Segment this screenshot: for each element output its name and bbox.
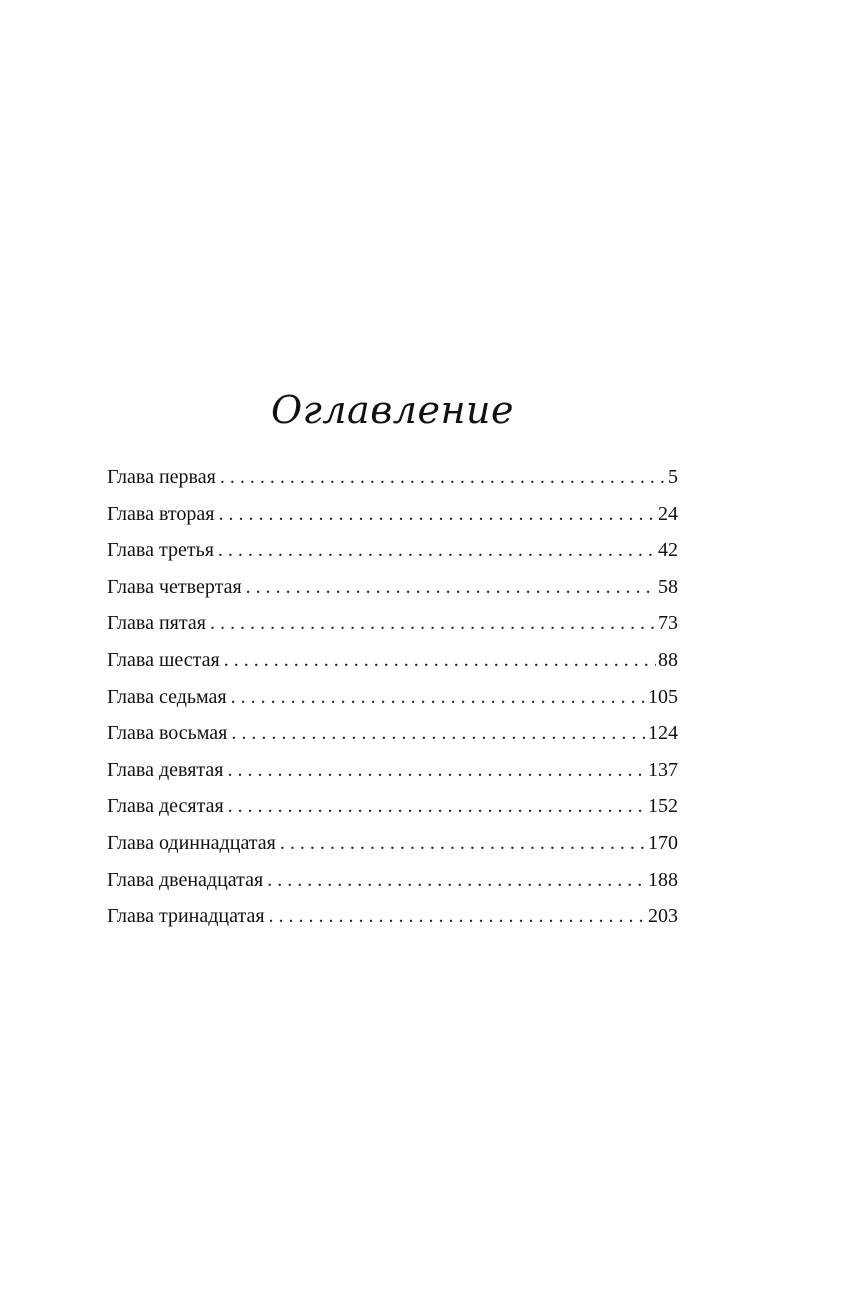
toc-entry-page: 170 [648, 831, 678, 854]
toc-entry [107, 576, 678, 613]
toc-entry-page: 73 [658, 612, 678, 635]
toc-entry-label: Глава десятая [107, 795, 224, 818]
toc-dot-leader [227, 686, 646, 709]
toc-dot-leader [206, 612, 656, 635]
toc-entry [107, 795, 678, 832]
toc-dot-leader [265, 905, 646, 928]
toc-entry [107, 869, 678, 906]
toc-entry-label: Глава четвертая [107, 575, 242, 598]
toc-entry-label: Глава двенадцатая [107, 868, 264, 891]
toc-entry [107, 466, 678, 503]
toc-dot-leader [227, 722, 646, 745]
toc-entry-page: 137 [648, 758, 678, 781]
toc-entry-page: 24 [658, 502, 678, 525]
toc-dot-leader [242, 576, 656, 599]
toc-entry-label: Глава шестая [107, 648, 220, 671]
toc-entry-page: 188 [648, 868, 678, 891]
toc-dot-leader [224, 795, 646, 818]
toc-entry-page: 203 [648, 905, 678, 928]
toc-entry-label: Глава восьмая [107, 722, 228, 745]
toc-entry-page: 88 [658, 648, 678, 671]
toc-entry-label: Глава девятая [107, 758, 224, 781]
toc-list [107, 466, 678, 942]
toc-entry-page: 105 [648, 685, 678, 708]
toc-entry [107, 722, 678, 759]
toc-entry-label: Глава пятая [107, 612, 206, 635]
toc-title: Оглавление [270, 388, 514, 432]
toc-entry [107, 612, 678, 649]
toc-entry-label: Глава первая [107, 466, 216, 488]
toc-entry-label: Глава тринадцатая [107, 905, 265, 928]
toc-dot-leader [214, 503, 656, 526]
toc-dot-leader [214, 539, 656, 562]
toc-entry-page: 42 [658, 539, 678, 562]
toc-entry-label: Глава седьмая [107, 685, 227, 708]
toc-entry [107, 832, 678, 869]
toc-entry-label: Глава третья [107, 539, 214, 562]
toc-entry-label: Глава одиннадцатая [107, 831, 276, 854]
toc-entry [107, 503, 678, 540]
toc-entry-page: 5 [668, 466, 678, 488]
toc-entry [107, 649, 678, 686]
toc-entry-page: 124 [648, 722, 678, 745]
toc-entry-page: 152 [648, 795, 678, 818]
toc-dot-leader [220, 649, 656, 672]
toc-dot-leader [216, 466, 666, 489]
toc-dot-leader [263, 869, 646, 892]
toc-dot-leader [223, 759, 646, 782]
toc-entry [107, 539, 678, 576]
toc-dot-leader [276, 832, 646, 855]
toc-entry-label: Глава вторая [107, 502, 215, 525]
toc-entry [107, 759, 678, 796]
toc-entry [107, 905, 678, 942]
toc-entry [107, 686, 678, 723]
toc-entry-page: 58 [658, 575, 678, 598]
